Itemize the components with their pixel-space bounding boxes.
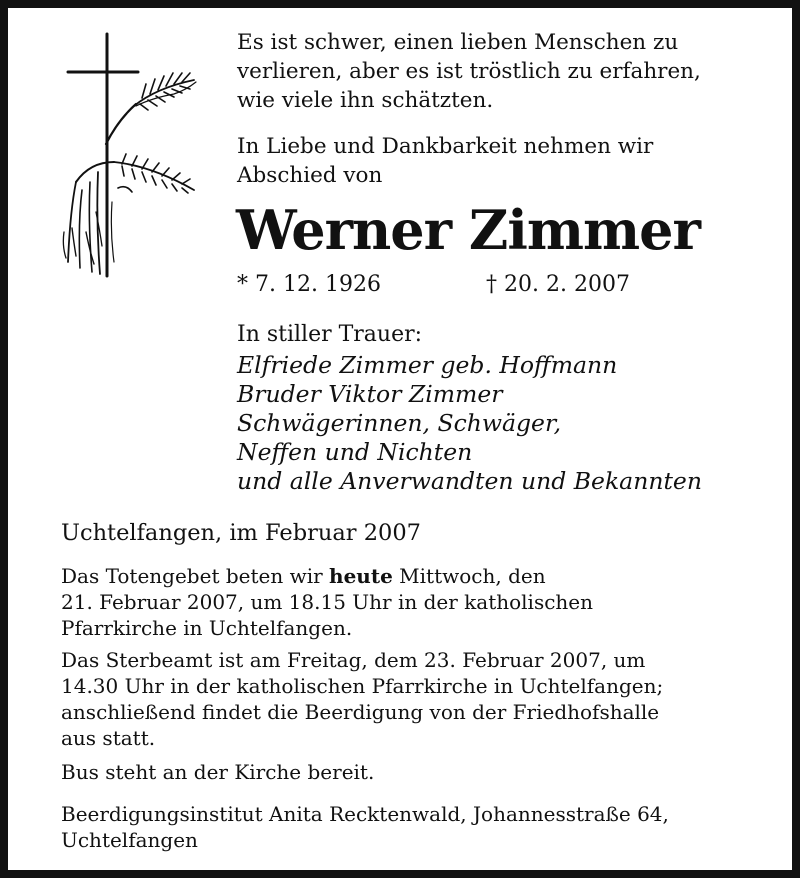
quote-line: verlieren, aber es ist tröstlich zu erfahren, — [237, 59, 701, 84]
mass-line: anschließend findet die Beerdigung von der Friedhofshalle — [61, 700, 660, 724]
birth-date: * 7. 12. 1926 — [237, 272, 381, 297]
mass-line: aus statt. — [61, 726, 156, 750]
undertaker-line: Uchtelfangen — [61, 828, 198, 852]
deceased-name: Werner Zimmer — [236, 198, 700, 262]
death-date: † 20. 2. 2007 — [486, 272, 630, 297]
mass-line: 14.30 Uhr in der katholischen Pfarrkirche in Uchtelfangen; — [61, 674, 664, 698]
intro-line: In Liebe und Dankbarkeit nehmen wir — [237, 134, 654, 159]
prayer-text-post: Mittwoch, den — [392, 564, 546, 588]
cross-with-wheat-icon — [56, 32, 201, 280]
place-date: Uchtelfangen, im Februar 2007 — [61, 520, 421, 546]
mourner-line: Schwägerinnen, Schwäger, — [237, 409, 562, 437]
mourning-heading: In stiller Trauer: — [237, 322, 423, 347]
mourner-line: Neffen und Nichten — [237, 438, 473, 466]
undertaker-line: Beerdigungsinstitut Anita Recktenwald, Johannesstraße 64, — [61, 802, 669, 826]
mourner-line: Bruder Viktor Zimmer — [237, 380, 503, 408]
bus-notice: Bus steht an der Kirche bereit. — [61, 760, 375, 784]
mourner-line: und alle Anverwandten und Bekannten — [237, 467, 702, 495]
prayer-today-bold: heute — [329, 564, 393, 588]
mass-line: Das Sterbeamt ist am Freitag, dem 23. Februar 2007, um — [61, 648, 646, 672]
mourner-line: Elfriede Zimmer geb. Hoffmann — [237, 351, 618, 379]
prayer-line: 21. Februar 2007, um 18.15 Uhr in der katholischen — [61, 590, 594, 614]
quote-line: wie viele ihn schätzten. — [237, 88, 494, 113]
prayer-text-pre: Das Totengebet beten wir — [61, 564, 330, 588]
intro-line: Abschied von — [237, 163, 383, 188]
prayer-line — [61, 564, 546, 588]
quote-line: Es ist schwer, einen lieben Menschen zu — [237, 30, 679, 55]
prayer-line: Pfarrkirche in Uchtelfangen. — [61, 616, 353, 640]
